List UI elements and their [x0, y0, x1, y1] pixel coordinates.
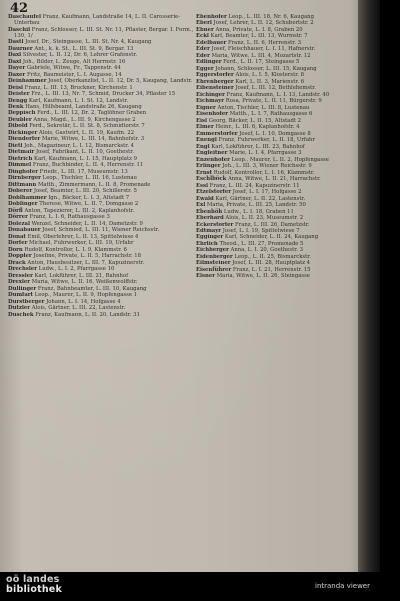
- entry-surname: Ebner: [196, 26, 214, 33]
- directory-entry: [196, 118, 364, 124]
- directory-entry: [8, 286, 194, 292]
- entry-details: Heinr., L. III. 6, Kaplanhofstr. 4: [215, 124, 300, 131]
- directory-entry: [8, 299, 194, 305]
- entry-details: Johann, Schlosser, L. III. 15, Kaugang: [215, 65, 317, 72]
- entry-details: Maria, Witwe, L. II. 26, Steingasse: [216, 273, 310, 280]
- directory-entry: [196, 260, 364, 266]
- directory-entry: [196, 183, 364, 189]
- entry-details: Anton, Hausbesitzer, L. III. 7, Kapuzinerstr.: [27, 259, 145, 266]
- entry-surname: Eberhard: [196, 215, 224, 222]
- viewer-label: intranda viewer: [315, 582, 370, 590]
- entry-surname: Dorfer: [8, 240, 28, 247]
- entry-surname: Eckerstorfer: [196, 221, 234, 228]
- entry-details: Ant., k. k. St., L. III. St. 9, Bergar. 13: [34, 45, 134, 52]
- entry-surname: Essl: [196, 182, 209, 189]
- entry-details: Theod., L. III. 27, Promenade 5: [219, 240, 304, 247]
- entry-surname: Dressler: [8, 272, 33, 279]
- entry-details: Maria, Witwe, L. II. 16, Weißenwolffstr.: [31, 279, 138, 286]
- entry-surname: Eichberger: [196, 247, 229, 254]
- directory-entry: [8, 98, 194, 104]
- entry-surname: Drexler: [8, 279, 31, 286]
- directory-entry: [196, 215, 364, 221]
- directory-entry: [8, 234, 194, 240]
- entry-surname: Drechsler: [8, 266, 37, 273]
- entry-surname: Daschaufel: [8, 14, 42, 20]
- entry-details: Ferd., Sekretär, L. II. St. 8, Schmidtorstr. 7: [29, 123, 145, 130]
- entry-details: Maria, Private, L. III. 25, Landstr. 50: [206, 202, 306, 209]
- entry-surname: Dirnberger: [8, 175, 41, 182]
- entry-details: Josef, L. I. 19, Spittelwiese 7: [222, 227, 300, 234]
- logo-line-1: oö landes: [6, 574, 60, 585]
- entry-surname: Doblhammer: [8, 194, 47, 201]
- entry-surname: Elsner: [196, 273, 216, 280]
- entry-surname: Eberl: [196, 20, 212, 27]
- entry-surname: Duschek: [8, 311, 34, 318]
- entry-details: Josef, Fleischhauer, L. I. 11, Hafnerstr.: [211, 46, 316, 53]
- entry-surname: Dolezal: [8, 220, 30, 227]
- entry-surname: Dastl: [8, 39, 24, 46]
- entry-details: Fritz, Baumeister, L. I. Augasse, 14: [27, 71, 122, 78]
- entry-details: Anna, L. I. 20, Goethestr. 3: [230, 247, 303, 254]
- entry-details: Michael, Fuhrwerker, L. III. 19, Urfahr: [29, 240, 134, 247]
- entry-details: Franz, Kaufmann, L. I. 13, Landstr. 40: [226, 91, 330, 98]
- entry-surname: Enengl: [196, 137, 217, 144]
- entry-surname: Deisl: [8, 84, 23, 91]
- entry-details: Leop., Maurer, L. II. 9, Hopfengasse 1: [34, 292, 138, 299]
- entry-details: Karl, Schneider, L. II. 24, Kaugang: [224, 234, 319, 241]
- directory-entry: [196, 137, 364, 143]
- entry-details: Rudolf, Kontrollor, L. I. 16, Klammstr.: [213, 169, 315, 176]
- entry-surname: Eder: [196, 46, 210, 53]
- entry-surname: Deister: [8, 91, 30, 98]
- entry-surname: Eder: [196, 52, 210, 59]
- directory-entry: [196, 33, 364, 39]
- entry-surname: Erlinger: [196, 163, 221, 170]
- entry-surname: Edtmayr: [196, 227, 222, 234]
- entry-details: Josef, Oberkanzlist, L. II. 12, Dr. 5, Kaugang, Landstr.: [48, 78, 193, 85]
- entry-surname: Eckl: [196, 33, 209, 40]
- entry-details: Anna, Magd., L. III. 9, Kirchengasse 2: [33, 116, 136, 123]
- directory-entry: [196, 59, 364, 65]
- entry-surname: Deinhammer: [8, 78, 47, 85]
- entry-surname: Eschlböck: [196, 176, 227, 183]
- entry-details: Friedr., L. III. 17, Museumstr. 13: [39, 168, 128, 175]
- entry-details: Karl, Beamter, L. III. 13, Wurmstr. 7: [210, 33, 308, 40]
- directory-entry: [8, 52, 194, 58]
- entry-details: Georg, Bäcker, L. II. 15, Altstadt 2: [208, 117, 302, 124]
- directory-entry: [196, 98, 364, 104]
- directory-entry: [8, 188, 194, 194]
- directory-entry: [8, 143, 194, 149]
- directory-entry: [8, 149, 194, 155]
- entry-surname: Eggerstorfer: [196, 72, 234, 79]
- directory-entry: [8, 279, 194, 285]
- entry-details: Therese, Witwe, L. II. 7, Domgasse 2: [39, 201, 139, 208]
- entry-details: Gabriele, Witwe, Fr., Tappenstr. 44: [26, 65, 121, 72]
- entry-surname: Dengg: [8, 97, 28, 104]
- entry-surname: Edlinger: [196, 59, 222, 66]
- entry-surname: Egginger: [196, 234, 224, 241]
- directory-entry: [196, 20, 364, 26]
- entry-details: Josef, Schmied, L. III. 11, Wiener Reichsstr.: [42, 227, 160, 234]
- directory-entry: [8, 253, 194, 259]
- entry-details: Joh., Magazineur, L. I. 12, Bismarckstr. 4: [24, 142, 134, 149]
- entry-details: Josef, L. III. 28, Hauptplatz 4: [232, 260, 311, 267]
- directory-entry: [196, 247, 364, 253]
- directory-entry: [196, 222, 364, 228]
- directory-entry: [196, 53, 364, 59]
- directory-entry: [8, 221, 194, 227]
- entry-surname: Eilmsteiner: [196, 260, 231, 267]
- directory-entry: [8, 201, 194, 207]
- entry-surname: Etzelstorfer: [196, 189, 232, 196]
- directory-entry: [8, 312, 194, 318]
- directory-entry: [8, 65, 194, 71]
- entry-details: Ferd., L. III. 12, Dr. 2, Taglöhner Graben: [37, 110, 147, 117]
- entry-details: Franz, Schlosser, L. III. St. Nr. 11, Pflaster, Bergar. I. Form., 130, 1/: [14, 26, 194, 39]
- directory-entry: [196, 131, 364, 137]
- entry-surname: Eisenführer: [196, 266, 232, 273]
- entry-surname: Dickinger: [8, 129, 38, 136]
- entry-details: Franz, L. II. 6, Herrenstr. 3: [227, 39, 301, 46]
- directory-entry: [8, 195, 194, 201]
- entry-details: Ludw., L. I. 18, Graben 11: [223, 208, 294, 215]
- entry-surname: Dietmair: [8, 149, 35, 156]
- entry-surname: Ehrenberger: [196, 78, 234, 85]
- entry-surname: Ernst: [196, 169, 213, 176]
- directory-entry: [196, 234, 364, 240]
- entry-surname: Dumfart: [8, 292, 33, 299]
- directory-entry: [8, 240, 194, 246]
- directory-entry: [8, 123, 194, 129]
- directory-entry: [8, 78, 194, 84]
- directory-entry: [196, 163, 364, 169]
- entry-details: Rudolf, Kontrollor, L. I. 9, Klammstr. 6: [24, 246, 127, 253]
- directory-entry: [196, 189, 364, 195]
- directory-entry: [196, 124, 364, 130]
- directory-entry: [8, 182, 194, 188]
- directory-entry: [196, 14, 364, 20]
- entry-surname: Engleitner: [196, 150, 228, 157]
- entry-details: Joh., Bilder, L. Zeuge, Alt Herrnstr. 16: [22, 58, 126, 65]
- entry-surname: Doppler: [8, 253, 32, 260]
- entry-details: Karl, Gärtner, L. II. 22, Lastenstr.: [215, 195, 306, 202]
- entry-details: Josef, L. III. 12, Bethlehemstr.: [235, 85, 316, 92]
- directory-entry: [196, 176, 364, 182]
- directory-entry: [8, 46, 194, 52]
- entry-details: Franz, Buchbinder, L. II. 4, Herrenstr. 11: [32, 162, 144, 169]
- entry-details: Karl, Lokführer, L. III. 23, Bahnhof: [211, 143, 305, 150]
- viewer-footer: [0, 572, 400, 601]
- entry-details: Matth., Zimmermann, L. II. 8, Promenade: [37, 181, 151, 188]
- entry-details: Josef, Fabrikant, L. II. 10, Goethestr.: [35, 149, 134, 156]
- entry-details: Matth., L. I. 7, Rathausgasse 6: [229, 111, 313, 118]
- directory-entry: [8, 266, 194, 272]
- entry-details: Franz, L. III. 24, Kapuzinerstr. 11: [209, 182, 300, 189]
- directory-entry: [196, 228, 364, 234]
- directory-entry: [8, 117, 194, 123]
- directory-entry: [196, 273, 364, 279]
- entry-details: Franz, Kaufmann, L. II. 20, Landstr. 31: [35, 311, 140, 318]
- entry-surname: Eigner: [196, 104, 216, 111]
- entry-surname: Deubler: [8, 116, 32, 123]
- entry-details: Silvester, L. II. 12, Dr. 6, Lehrer Grafenstr.: [22, 52, 138, 59]
- entry-details: Franz, Fuhrwerker, L. II. 18, Urfahr: [218, 137, 315, 144]
- directory-entry: [196, 196, 364, 202]
- entry-surname: Emmerstorfer: [196, 130, 238, 137]
- entry-details: Anton, Tischler, L. III. 8, Lustenau: [217, 104, 310, 111]
- directory-entry: [8, 273, 194, 279]
- directory-entry: [196, 202, 364, 208]
- entry-surname: Doberer: [8, 188, 33, 195]
- entry-surname: Diendorfer: [8, 136, 41, 143]
- entry-details: Alois, L. II. 23, Museumstr. 2: [225, 215, 304, 222]
- entry-surname: Daxl: [8, 58, 22, 65]
- entry-details: Anton, Tapezierer, L. III. 2, Kaplanhofstr.: [24, 207, 135, 214]
- directory-entry: [196, 144, 364, 150]
- directory-entry: [8, 292, 194, 298]
- entry-details: Josef, Beamter, L. III. 20, Schillerstr. 5: [33, 188, 137, 195]
- entry-surname: Eichinger: [196, 91, 225, 98]
- directory-entry: [8, 85, 194, 91]
- entry-details: Alois, Gastwirt, L. II. 19, Kaufm. 22: [38, 129, 135, 136]
- entry-details: Franz, L. III. 13, Bruckner, Kirchenstr. 1: [24, 84, 133, 91]
- entry-details: Rosa, Private, L. II. 11, Bürgerstr. 9: [225, 98, 322, 105]
- directory-entry: [8, 27, 194, 39]
- directory-entry: [8, 72, 194, 78]
- directory-entry: [8, 175, 194, 181]
- entry-details: Anna, Witwe, L. II. 21, Harrachstr.: [227, 176, 321, 183]
- entry-details: Leop., L. II. 25, Bismarckstr.: [234, 253, 311, 260]
- entry-surname: Dietl: [8, 142, 23, 149]
- entry-surname: Dutzler: [8, 305, 31, 312]
- entry-surname: Dörrer: [8, 214, 28, 221]
- book-gutter: [358, 0, 380, 572]
- entry-surname: Dörfl: [8, 207, 23, 214]
- entry-surname: Daschil: [8, 26, 31, 33]
- entry-details: Ign., Bäcker, L. I. 3, Altstadt 7: [48, 194, 130, 201]
- directory-entry: [8, 59, 194, 65]
- entry-details: Josef, Lehrer, L. II. 12, Schubertstr. 2: [213, 20, 314, 27]
- left-column: [8, 14, 194, 318]
- directory-entry: [8, 260, 194, 266]
- entry-details: Franz, Bahnbeamter, L. III. 10, Kaugang: [37, 285, 147, 292]
- entry-details: Joh., L. III. 3, Wiener Reichsstr. 9: [222, 163, 312, 170]
- directory-entry: [8, 130, 194, 136]
- entry-details: Anna, Private, L. I. 8, Graben 20: [215, 26, 303, 33]
- entry-surname: Dorn: [8, 246, 23, 253]
- entry-surname: Dinghofer: [8, 168, 38, 175]
- entry-surname: Denk: [8, 104, 24, 110]
- entry-surname: Dittmann: [8, 181, 37, 188]
- directory-entry: [196, 150, 364, 156]
- entry-surname: Donabauer: [8, 227, 41, 234]
- directory-entry: [196, 267, 364, 273]
- directory-entry: [196, 92, 364, 98]
- directory-entry: [196, 46, 364, 52]
- directory-entry: [8, 214, 194, 220]
- entry-surname: Dayer: [8, 65, 26, 72]
- entry-surname: Engl: [196, 143, 210, 150]
- entry-surname: Dibold: [8, 123, 28, 130]
- directory-entry: [8, 39, 194, 45]
- entry-surname: Eibensteiner: [196, 85, 234, 92]
- entry-surname: Edelbauer: [196, 39, 227, 46]
- entry-surname: Dietrich: [8, 155, 33, 162]
- entry-surname: Exl: [196, 202, 206, 209]
- directory-entry: [196, 79, 364, 85]
- entry-details: Josefine, Private, L. II. 5, Harrachstr. 18: [33, 253, 142, 260]
- directory-entry: [196, 209, 364, 215]
- entry-surname: Ewald: [196, 195, 214, 202]
- entry-details: Alois, L. I. 5, Klosterstr. 8: [235, 72, 304, 79]
- entry-details: Karl, Kaufmann, L. I. 15, Hauptplatz 9: [34, 155, 137, 162]
- entry-details: Leop., Tischler, L. III. 16, Lustenau: [42, 175, 137, 182]
- directory-entry: [8, 91, 194, 97]
- directory-entry: [8, 208, 194, 214]
- entry-surname: Ebenhöh: [196, 208, 223, 215]
- entry-surname: Eichmayr: [196, 98, 225, 105]
- entry-surname: Dimmel: [8, 162, 32, 169]
- directory-entry: [196, 254, 364, 260]
- directory-entry: [8, 247, 194, 253]
- entry-surname: Eisl: [196, 117, 208, 124]
- entry-details: Franz, L. I. 21, Herrenstr. 15: [232, 266, 311, 273]
- entry-surname: Ehrlich: [196, 240, 218, 247]
- directory-entry: [8, 14, 194, 26]
- entry-surname: Dullinger: [8, 285, 37, 292]
- directory-entry: [196, 85, 364, 91]
- directory-entry: [8, 136, 194, 142]
- directory-entry: [196, 66, 364, 72]
- directory-entry: [8, 305, 194, 311]
- entry-surname: Durstberger: [8, 298, 45, 305]
- directory-entry: [8, 227, 194, 233]
- directory-entry: [196, 157, 364, 163]
- entry-surname: Deppisch: [8, 110, 36, 117]
- directory-entry: [8, 169, 194, 175]
- entry-details: Karl, Lokführer, L. III. 21, Bahnhof: [34, 272, 129, 279]
- directory-entry: [196, 105, 364, 111]
- entry-details: Maria, Witwe, L. III. 4, Mozartstr. 12: [211, 52, 311, 59]
- entry-details: Alois, Gärtner, L. III. 22, Lastenstr.: [31, 305, 126, 312]
- entry-surname: Drack: [8, 259, 26, 266]
- right-column: [196, 14, 364, 280]
- entry-details: Leop., Maurer, L. II. 2, Hopfengasse: [231, 156, 329, 163]
- entry-surname: Enzenhofer: [196, 156, 230, 163]
- entry-details: Marie, L. I. 4, Pfarrgasse 3: [229, 150, 302, 157]
- entry-details: Karl, Kaufmann, L. I. St. 12, Landstr.: [28, 97, 129, 104]
- entry-details: Marie, Witwe, L. III. 14, Bahnhofstr. 3: [41, 136, 145, 143]
- entry-details: Josef, L. I. 17, Hofgasse 2: [232, 189, 302, 196]
- directory-entry: [8, 104, 194, 110]
- entry-surname: Donat: [8, 233, 26, 240]
- entry-surname: Daxl: [8, 52, 22, 59]
- logo-line-2: bibliothek: [6, 584, 62, 595]
- entry-details: Franz, L. III. 26, Dametzstr.: [234, 221, 310, 228]
- entry-details: Ferd., L. II. 17, Steingasse 5: [223, 59, 300, 66]
- entry-details: Josef, L. I. 10, Domgasse 8: [239, 130, 311, 137]
- entry-details: Josef, Dr., Steingasse, L. III. St. Nr. 4, Kaugang: [25, 39, 152, 46]
- entry-details: Hans, Hilfsbeamt, Landstraße 26, Kaugang: [25, 104, 142, 110]
- entry-details: Franz, L. I. 6, Rathausgasse 3: [29, 214, 110, 221]
- directory-entry: [8, 156, 194, 162]
- entry-surname: Daxer: [8, 71, 26, 78]
- entry-details: Johann, L. I. 14, Hofgasse 4: [46, 298, 121, 305]
- library-logo[interactable]: [6, 575, 62, 595]
- entry-surname: Doblinger: [8, 201, 38, 208]
- directory-entry: [196, 170, 364, 176]
- entry-surname: Ebenhofer: [196, 14, 227, 20]
- entry-details: Franz, Kaufmann, Landstraße 14, L. II. Carosserie-Unterbau: [14, 14, 181, 27]
- directory-entry: [196, 27, 364, 33]
- entry-details: Emil, Oberlehrer, L. II. 13, Spittelwiese 4: [27, 233, 139, 240]
- entry-surname: Egger: [196, 65, 214, 72]
- entry-surname: Daurner: [8, 45, 33, 52]
- entry-details: Karl, L. II. 3, Marienstr. 6: [235, 78, 305, 85]
- entry-details: Ludw., L. I. 2, Pfarrgasse 10: [38, 266, 115, 273]
- entry-surname: Eisenhofer: [196, 111, 229, 118]
- directory-entry: [196, 241, 364, 247]
- directory-entry: [196, 72, 364, 78]
- entry-surname: Eidenberger: [196, 253, 233, 260]
- entry-details: Frz., L. III. 13, Nr. 7, Schmid, Drucker 34, Pflaster 15: [31, 91, 176, 98]
- directory-entry: [196, 111, 364, 117]
- entry-details: Wenzel, Schneider, L. II. 14, Dametzstr. 9: [31, 220, 143, 227]
- entry-surname: Elmer: [196, 124, 214, 131]
- directory-entry: [8, 162, 194, 168]
- directory-entry: [8, 110, 194, 116]
- directory-entry: [196, 40, 364, 46]
- entry-details: Leop., L. III. 18, Nr. 6, Kaugang: [228, 14, 314, 20]
- page-number: 42: [10, 1, 29, 16]
